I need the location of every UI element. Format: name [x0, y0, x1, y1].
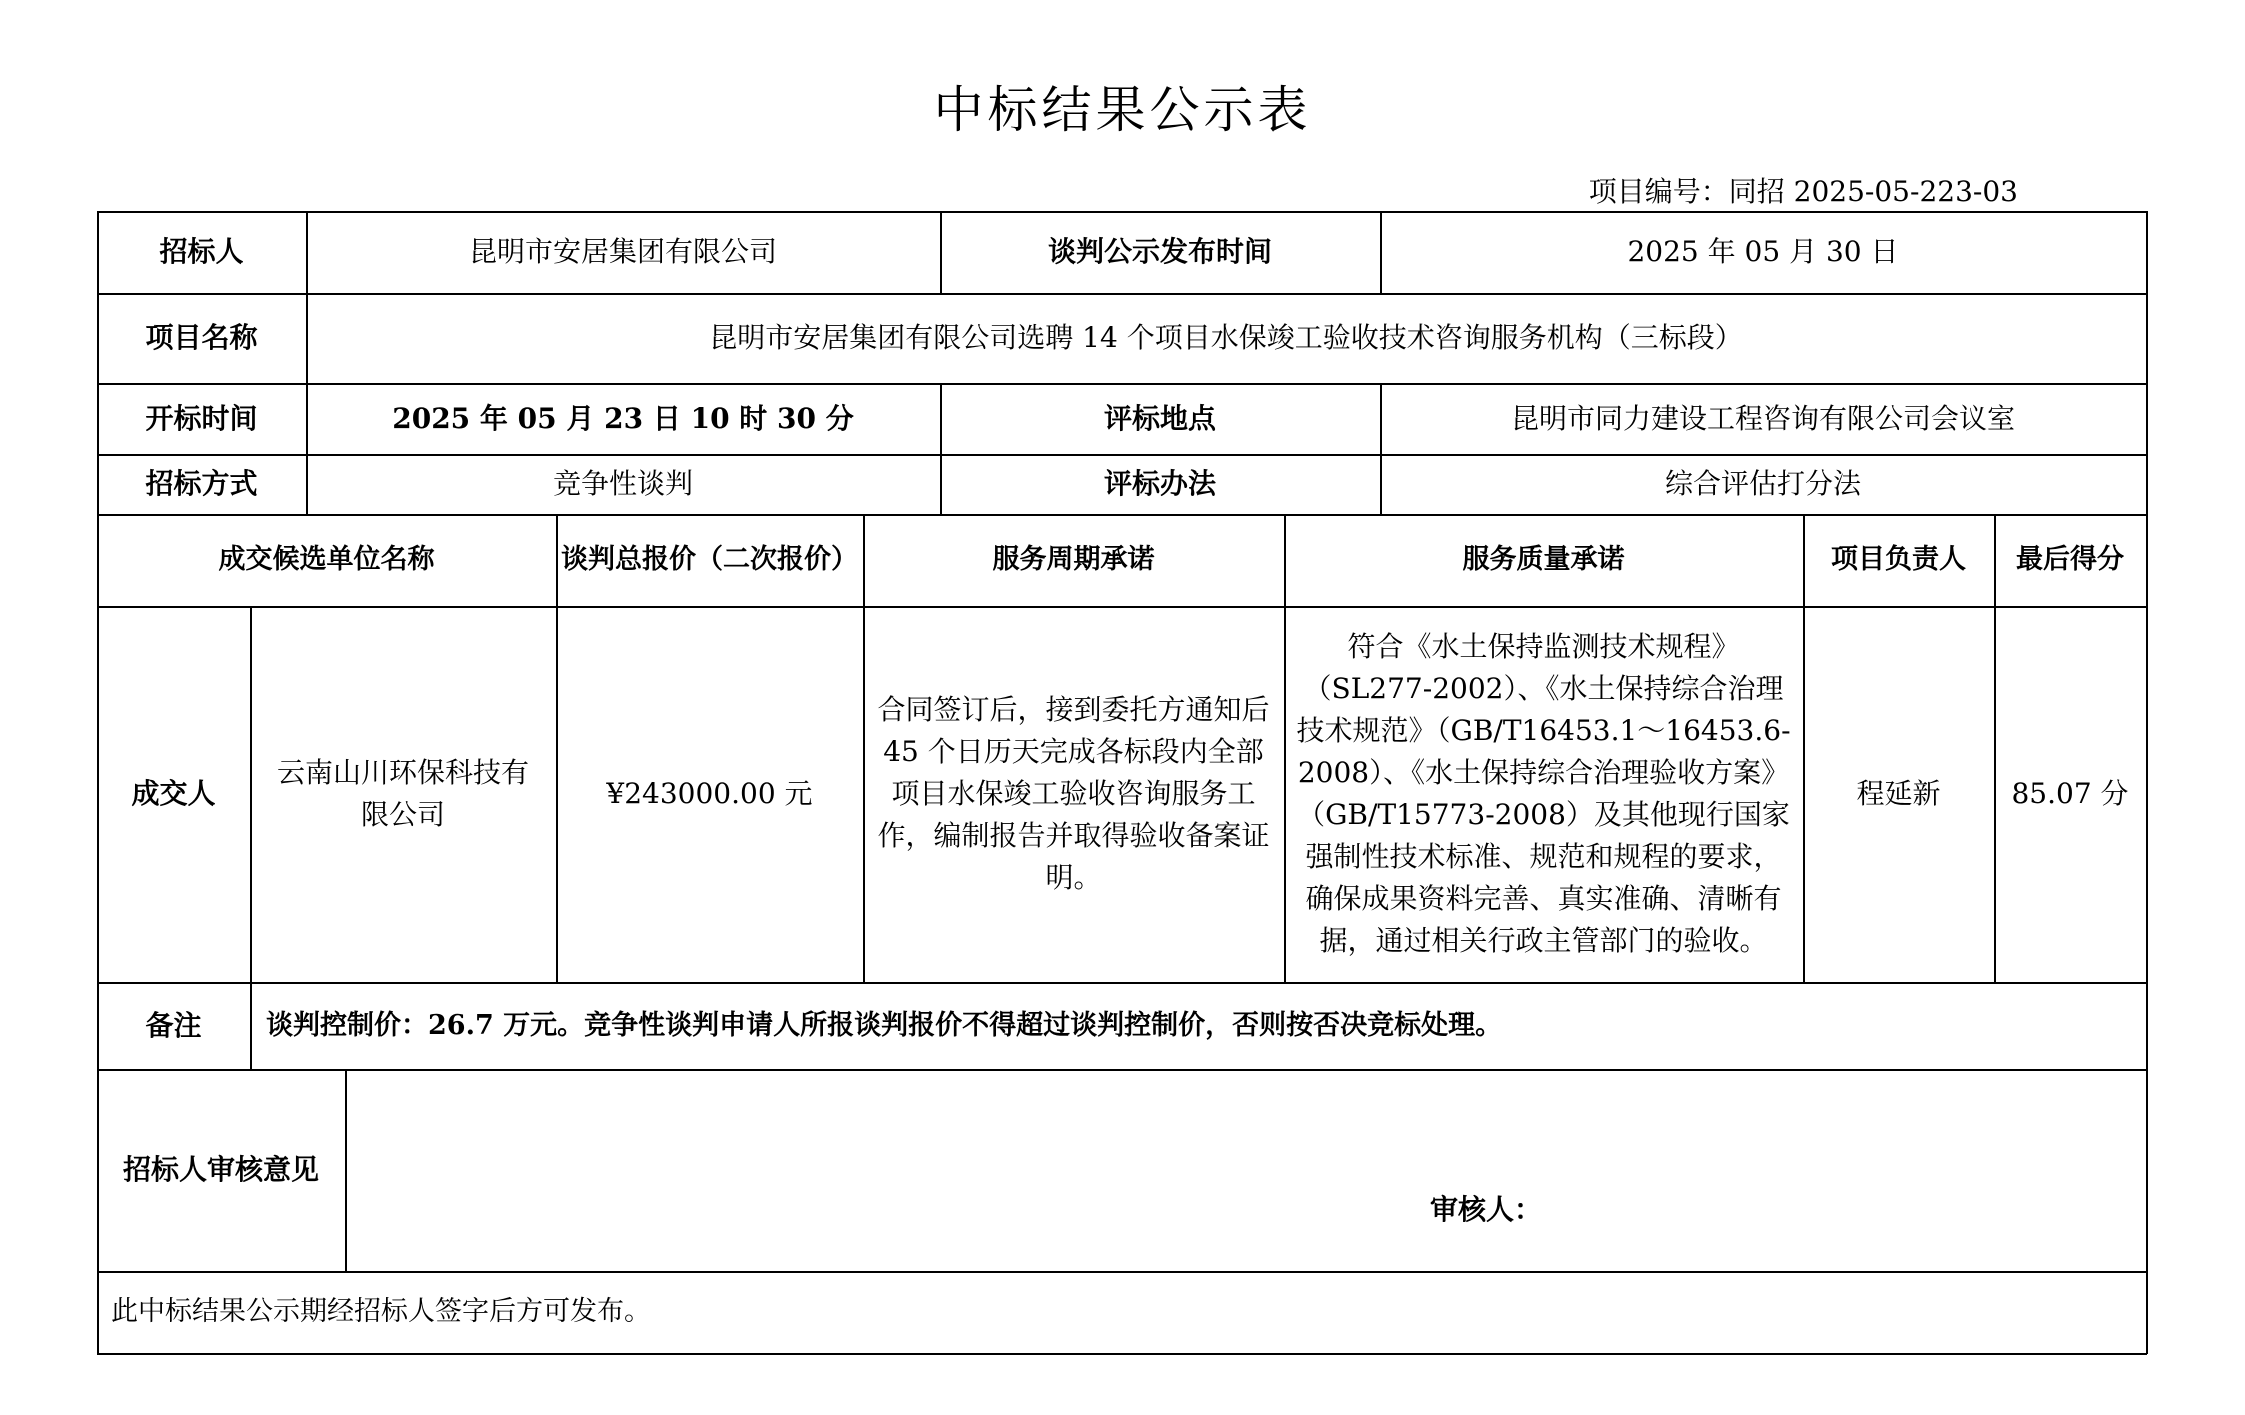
row-price: ¥243000.00 元: [606, 777, 813, 810]
publish-time-label: 谈判公示发布时间: [1047, 235, 1272, 268]
footer-note: 此中标结果公示期经招标人签字后方可发布。: [111, 1296, 651, 1327]
tenderer-value: 昆明市安居集团有限公司: [468, 235, 777, 268]
method-value: 竞争性谈判: [552, 467, 693, 500]
row-period: 合同签订后，接到委托方通知后45 个日历天完成各标段内全部项目水保竣工验收咨询服务工作，编制报告并取得验收备案证明。: [877, 693, 1270, 894]
project-name-label: 项目名称: [145, 321, 258, 354]
open-time-value: 2025 年 05 月 23 日 10 时 30 分: [392, 401, 854, 435]
header-manager: 项目负责人: [1831, 544, 1966, 575]
project-number: 项目编号：同招 2025-05-223-03: [1588, 175, 2018, 208]
open-time-label: 开标时间: [145, 401, 258, 435]
row-manager: 程延新: [1856, 777, 1941, 810]
header-candidate: 成交候选单位名称: [218, 544, 435, 575]
eval-method-label: 评标办法: [1103, 467, 1216, 500]
reviewer-signature-label: 审核人：: [1430, 1193, 1543, 1226]
publish-time-value: 2025 年 05 月 30 日: [1627, 235, 1899, 268]
tenderer-label: 招标人: [159, 235, 244, 268]
remark-label: 备注: [145, 1008, 202, 1042]
eval-place-label: 评标地点: [1103, 401, 1216, 435]
eval-method-value: 综合评估打分法: [1664, 467, 1861, 500]
header-score: 最后得分: [2016, 544, 2124, 575]
row-score: 85.07 分: [2011, 777, 2129, 810]
page-title: 中标结果公示表: [933, 81, 1312, 139]
review-label: 招标人审核意见: [122, 1153, 319, 1186]
project-name-value: 昆明市安居集团有限公司选聘 14 个项目水保竣工验收技术咨询服务机构（三标段）: [709, 321, 1743, 354]
row-quality: 符合《水土保持监测技术规程》（SL277-2002）、《水土保持综合治理技术规范》（GB/T16453.1～16453.6-2008）、《水土保持综合治理验收方案》（GB/T15773-2008）及其他现行国家强制性技术标准、规范和规程的要求，确保成果资料完善、真实准确、清晰有据，通过相关行政主管部门的验收。: [1296, 630, 1791, 957]
header-price: 谈判总报价（二次报价）: [561, 544, 858, 575]
row-role: 成交人: [131, 777, 216, 810]
method-label: 招标方式: [145, 467, 258, 500]
header-quality: 服务质量承诺: [1462, 544, 1625, 575]
eval-place-value: 昆明市同力建设工程咨询有限公司会议室: [1510, 401, 2015, 435]
remark-value: 谈判控制价：26.7 万元。竞争性谈判申请人所报谈判报价不得超过谈判控制价，否则按否决竞标处理。: [266, 1009, 1503, 1041]
row-company: 云南山川环保科技有限公司: [276, 756, 529, 831]
header-period: 服务周期承诺: [992, 544, 1155, 575]
